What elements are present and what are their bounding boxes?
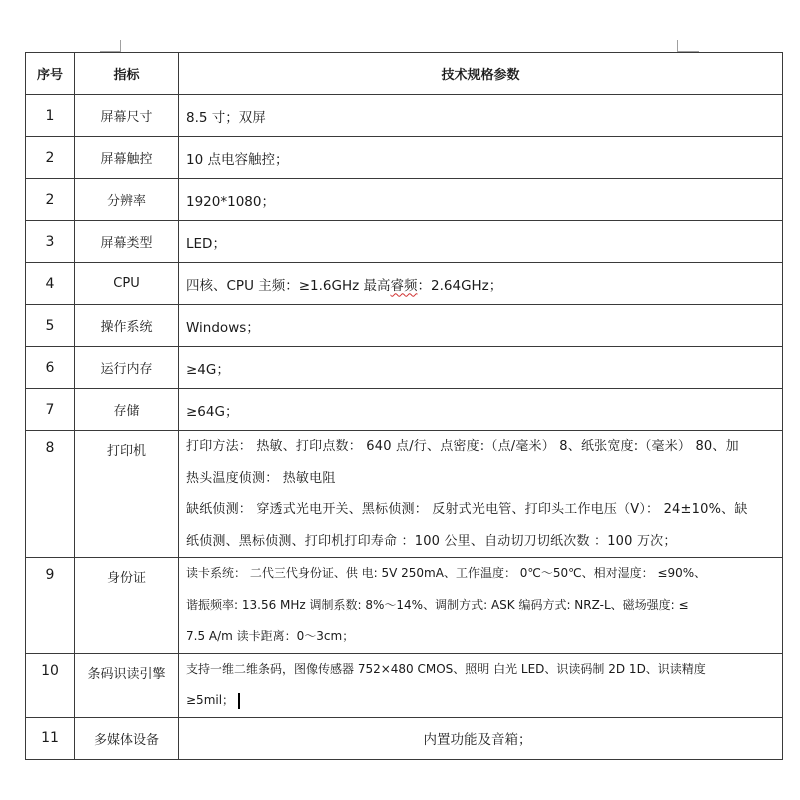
row-item: 运行内存 (75, 347, 179, 389)
row-no: 2 (26, 179, 75, 221)
row-no: 2 (26, 137, 75, 179)
row-item: 多媒体设备 (75, 717, 179, 759)
header-spec: 技术规格参数 (179, 53, 783, 95)
crop-mark-left-vertical (120, 40, 121, 52)
spec-line: 纸侦测、黑标侦测、打印机打印寿命 ：100 公里、自动切刀切纸次数 ：100 万次； (186, 533, 677, 549)
row-item: 屏幕类型 (75, 221, 179, 263)
row-no: 3 (26, 221, 75, 263)
row-item: 分辨率 (75, 179, 179, 221)
table-row (26, 653, 783, 717)
row-no: 8 (26, 431, 75, 558)
table-row (26, 558, 783, 654)
row-item: 存储 (75, 389, 179, 431)
row-spec: 10 点电容触控； (179, 137, 783, 179)
row-no: 1 (26, 95, 75, 137)
table-row (26, 717, 783, 759)
row-no: 4 (26, 263, 75, 305)
spec-line: 缺纸侦测： 穿透式光电开关、黑标侦测： 反射式光电管、打印头工作电压（V）： 24±10%、缺 (186, 502, 748, 517)
row-spec (179, 263, 783, 305)
spec-text: ≥5mil； (186, 693, 235, 707)
table-row (26, 431, 783, 558)
row-spec: LED； (179, 221, 783, 263)
header-item: 指标 (75, 53, 179, 95)
spec-text: ：2.64GHz； (417, 277, 503, 294)
spec-line (186, 685, 776, 717)
table-row (26, 263, 783, 305)
row-item: 操作系统 (75, 305, 179, 347)
spec-line: 谐振频率: 13.56 MHz 调制系数: 8%～14%、调制方式: ASK 编码方式: NRZ-L、磁场强度: ≤ (186, 597, 689, 612)
table-row (26, 347, 783, 389)
table-row (26, 389, 783, 431)
table-row (26, 95, 783, 137)
table-header-row (26, 53, 783, 95)
row-spec: ≥4G； (179, 347, 783, 389)
row-no: 11 (26, 717, 75, 759)
spec-line: 打印方法： 热敏、打印点数： 640 点/行、点密度:（点/毫米） 8、纸张宽度:（毫米） 80、加 (186, 439, 739, 454)
spec-line: 读卡系统： 二代三代身份证、供 电: 5V 250mA、工作温度： 0℃～50℃、相对湿度： ≤90%、 (186, 566, 707, 580)
row-item: CPU (75, 263, 179, 305)
row-spec: 内置功能及音箱； (179, 717, 783, 759)
table-row (26, 305, 783, 347)
row-no: 7 (26, 389, 75, 431)
spec-line: 7.5 A/m 读卡距离：0～3cm； (186, 629, 355, 643)
table-row (26, 179, 783, 221)
spec-line: 热头温度侦测： 热敏电阻 (186, 470, 336, 486)
row-no: 6 (26, 347, 75, 389)
row-spec (179, 431, 783, 558)
row-item: 条码识读引擎 (75, 653, 179, 717)
row-item: 身份证 (75, 558, 179, 654)
row-spec: 8.5 寸；双屏 (179, 95, 783, 137)
table-row (26, 137, 783, 179)
spec-table (25, 52, 783, 760)
header-no: 序号 (26, 53, 75, 95)
spec-line: 支持一维二维条码，图像传感器 752×480 CMOS、照明 白光 LED、识读码制 2D 1D、识读精度 (186, 661, 706, 676)
row-item: 打印机 (75, 431, 179, 558)
row-spec[interactable] (179, 653, 783, 717)
row-no: 5 (26, 305, 75, 347)
row-item: 屏幕触控 (75, 137, 179, 179)
spellcheck-flagged-word: 睿频 (390, 277, 418, 294)
text-cursor (238, 693, 240, 709)
row-spec: Windows； (179, 305, 783, 347)
spec-text: 四核、CPU 主频：≥1.6GHz 最高 (186, 277, 391, 294)
row-spec: ≥64G； (179, 389, 783, 431)
row-no: 9 (26, 558, 75, 654)
row-no: 10 (26, 653, 75, 717)
row-item: 屏幕尺寸 (75, 95, 179, 137)
row-spec (179, 558, 783, 654)
row-spec: 1920*1080； (179, 179, 783, 221)
table-row (26, 221, 783, 263)
